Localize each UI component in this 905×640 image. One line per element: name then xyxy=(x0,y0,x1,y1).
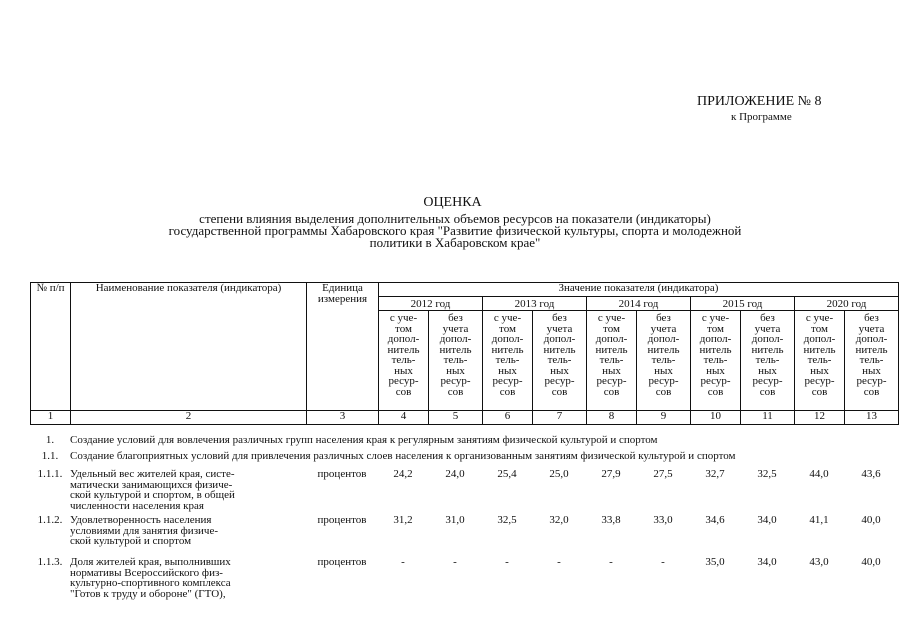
row-value: - xyxy=(453,556,457,568)
row-value: 34,6 xyxy=(705,514,725,526)
header-without-resources: без учета допол- нитель тель- ных ресур- сов xyxy=(533,311,587,411)
row-value: 25,4 xyxy=(497,468,517,480)
row-unit: процентов xyxy=(317,468,367,480)
program-reference: к Программе xyxy=(731,111,792,123)
column-number: 2 xyxy=(71,411,307,425)
row-indicator-name: Удельный вес жителей края, систе- матически занимающихся физиче- ской культурой и спортом, в общей численности населения края xyxy=(70,468,235,512)
row-value: 24,0 xyxy=(445,468,465,480)
row-value: 27,9 xyxy=(601,468,621,480)
header-without-resources: без учета допол- нитель тель- ных ресур- сов xyxy=(845,311,899,411)
row-value: 24,2 xyxy=(393,468,413,480)
row-value: 31,2 xyxy=(393,514,413,526)
header-with-resources: с уче- том допол- нитель тель- ных ресур- сов xyxy=(795,311,845,411)
column-number: 4 xyxy=(379,411,429,425)
section-num: 1. xyxy=(45,434,55,446)
document-title: ОЦЕНКА xyxy=(423,195,482,210)
subsection-title: Создание благоприятных условий для привлечения различных слоев населения к организованным занятиям физической культурой и спортом xyxy=(70,450,736,462)
header-num: № п/п xyxy=(31,283,71,411)
column-number: 8 xyxy=(587,411,637,425)
row-indicator-name: Удовлетворенность населения условиями для занятия физиче- ской культурой и спортом xyxy=(70,514,219,547)
column-number: 13 xyxy=(845,411,899,425)
row-value: 44,0 xyxy=(809,468,829,480)
indicator-table-header xyxy=(30,282,899,425)
header-with-resources: с уче- том допол- нитель тель- ных ресур- сов xyxy=(691,311,741,411)
subtitle-line-3: политики в Хабаровском крае" xyxy=(369,235,541,250)
table-row xyxy=(30,515,898,557)
row-num: 1.1.3. xyxy=(37,556,63,568)
document-subtitle xyxy=(95,213,815,249)
row-value: 35,0 xyxy=(705,556,725,568)
subsection-num: 1.1. xyxy=(41,450,59,462)
row-value: 41,1 xyxy=(809,514,829,526)
header-year-2014: 2014 год xyxy=(587,297,691,311)
header-year-2013: 2013 год xyxy=(483,297,587,311)
row-unit: процентов xyxy=(317,514,367,526)
row-value: 27,5 xyxy=(653,468,673,480)
row-value: 25,0 xyxy=(549,468,569,480)
row-value: 32,5 xyxy=(497,514,517,526)
row-value: 31,0 xyxy=(445,514,465,526)
header-with-resources: с уче- том допол- нитель тель- ных ресур- сов xyxy=(379,311,429,411)
header-with-resources: с уче- том допол- нитель тель- ных ресур- сов xyxy=(483,311,533,411)
section-title: Создание условий для вовлечения различных групп населения края к регулярным занятиям физической культурой и спортом xyxy=(70,434,658,446)
row-value: - xyxy=(401,556,405,568)
column-number: 10 xyxy=(691,411,741,425)
row-value: 40,0 xyxy=(861,556,881,568)
row-value: - xyxy=(609,556,613,568)
header-without-resources: без учета допол- нитель тель- ных ресур- сов xyxy=(741,311,795,411)
column-number: 5 xyxy=(429,411,483,425)
row-value: - xyxy=(505,556,509,568)
subtitle-line-2: государственной программы Хабаровского края "Развитие физической культуры, спорта и молодежной xyxy=(168,223,742,238)
column-number: 6 xyxy=(483,411,533,425)
column-number: 7 xyxy=(533,411,587,425)
header-with-resources: с уче- том допол- нитель тель- ных ресур- сов xyxy=(587,311,637,411)
column-number: 1 xyxy=(31,411,71,425)
column-number: 3 xyxy=(307,411,379,425)
row-unit: процентов xyxy=(317,556,367,568)
header-year-2012: 2012 год xyxy=(379,297,483,311)
header-unit: Единица измерения xyxy=(307,283,379,411)
row-value: 32,0 xyxy=(549,514,569,526)
header-value: Значение показателя (индикатора) xyxy=(379,283,899,297)
row-value: 34,0 xyxy=(757,556,777,568)
row-value: 40,0 xyxy=(861,514,881,526)
subtitle-line-1: степени влияния выделения дополнительных объемов ресурсов на показатели (индикаторы) xyxy=(199,211,711,226)
row-value: - xyxy=(557,556,561,568)
row-value: 43,6 xyxy=(861,468,881,480)
row-value: 32,5 xyxy=(757,468,777,480)
header-year-2015: 2015 год xyxy=(691,297,795,311)
column-number: 11 xyxy=(741,411,795,425)
row-value: 33,0 xyxy=(653,514,673,526)
table-row xyxy=(30,557,898,605)
row-value: 32,7 xyxy=(705,468,725,480)
column-number: 9 xyxy=(637,411,691,425)
column-number: 12 xyxy=(795,411,845,425)
row-value: - xyxy=(661,556,665,568)
row-value: 43,0 xyxy=(809,556,829,568)
header-without-resources: без учета допол- нитель тель- ных ресур- сов xyxy=(429,311,483,411)
row-num: 1.1.2. xyxy=(37,514,63,526)
header-year-2020: 2020 год xyxy=(795,297,899,311)
row-value: 34,0 xyxy=(757,514,777,526)
indicator-table-body xyxy=(30,435,898,605)
appendix-label: ПРИЛОЖЕНИЕ № 8 xyxy=(697,94,822,109)
row-value: 33,8 xyxy=(601,514,621,526)
row-num: 1.1.1. xyxy=(37,468,63,480)
table-row xyxy=(30,469,898,515)
row-indicator-name: Доля жителей края, выполнивших нормативы Всероссийского физ- культурно-спортивного комплекса "Готов к труду и обороне" (ГТО), xyxy=(70,556,231,600)
header-name: Наименование показателя (индикатора) xyxy=(71,283,307,411)
header-without-resources: без учета допол- нитель тель- ных ресур- сов xyxy=(637,311,691,411)
